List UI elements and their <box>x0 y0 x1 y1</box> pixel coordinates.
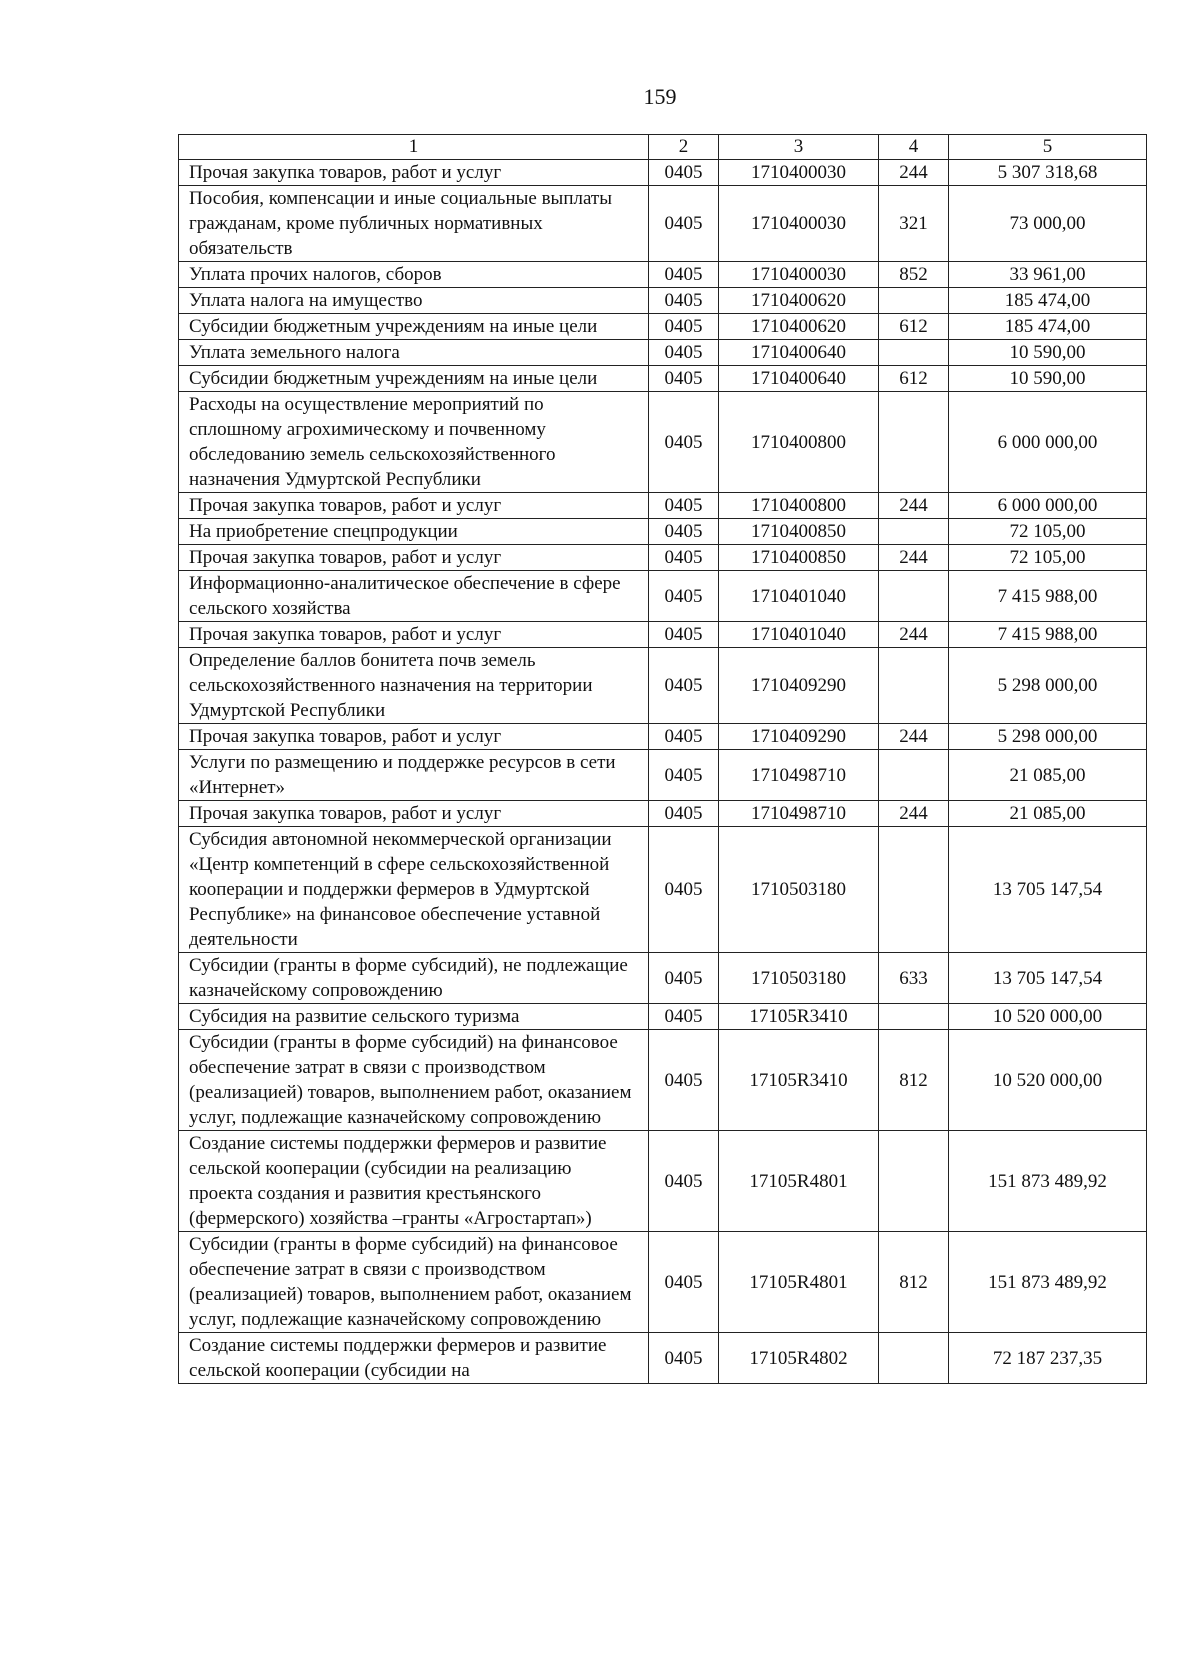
amount-cell: 10 520 000,00 <box>949 1004 1147 1030</box>
target-article-cell: 17105R3410 <box>719 1030 879 1131</box>
table-row <box>179 724 1147 750</box>
table-row <box>179 314 1147 340</box>
section-code-cell: 0405 <box>649 545 719 571</box>
expense-type-cell: 244 <box>879 493 949 519</box>
section-code-cell: 0405 <box>649 571 719 622</box>
table-row <box>179 340 1147 366</box>
amount-cell: 7 415 988,00 <box>949 571 1147 622</box>
table-row <box>179 519 1147 545</box>
table-row <box>179 571 1147 622</box>
expense-type-cell: 244 <box>879 622 949 648</box>
amount-cell: 6 000 000,00 <box>949 493 1147 519</box>
target-article-cell: 17105R3410 <box>719 1004 879 1030</box>
expense-type-cell <box>879 1131 949 1232</box>
section-code-cell: 0405 <box>649 801 719 827</box>
section-code-cell: 0405 <box>649 1030 719 1131</box>
table-row <box>179 827 1147 953</box>
row-name-cell: На приобретение спецпродукции <box>179 519 649 545</box>
section-code-cell: 0405 <box>649 186 719 262</box>
row-name-cell: Создание системы поддержки фермеров и развитие сельской кооперации (субсидии на <box>179 1333 649 1384</box>
target-article-cell: 1710400640 <box>719 340 879 366</box>
target-article-cell: 1710400030 <box>719 186 879 262</box>
section-code-cell: 0405 <box>649 750 719 801</box>
expense-type-cell <box>879 750 949 801</box>
expense-type-cell: 612 <box>879 314 949 340</box>
amount-cell: 21 085,00 <box>949 801 1147 827</box>
amount-cell: 73 000,00 <box>949 186 1147 262</box>
target-article-cell: 17105R4801 <box>719 1131 879 1232</box>
target-article-cell: 1710503180 <box>719 827 879 953</box>
budget-table <box>178 134 1147 1384</box>
target-article-cell: 17105R4801 <box>719 1232 879 1333</box>
amount-cell: 10 590,00 <box>949 366 1147 392</box>
target-article-cell: 1710503180 <box>719 953 879 1004</box>
expense-type-cell <box>879 1004 949 1030</box>
table-row <box>179 1232 1147 1333</box>
amount-cell: 185 474,00 <box>949 288 1147 314</box>
table-row <box>179 366 1147 392</box>
target-article-cell: 1710400030 <box>719 262 879 288</box>
table-row <box>179 1333 1147 1384</box>
amount-cell: 33 961,00 <box>949 262 1147 288</box>
target-article-cell: 1710400620 <box>719 288 879 314</box>
amount-cell: 10 520 000,00 <box>949 1030 1147 1131</box>
row-name-cell: Прочая закупка товаров, работ и услуг <box>179 493 649 519</box>
target-article-cell: 17105R4802 <box>719 1333 879 1384</box>
column-header-1: 1 <box>179 135 649 160</box>
section-code-cell: 0405 <box>649 827 719 953</box>
expense-type-cell: 244 <box>879 545 949 571</box>
table-body <box>179 160 1147 1384</box>
row-name-cell: Субсидия на развитие сельского туризма <box>179 1004 649 1030</box>
target-article-cell: 1710498710 <box>719 750 879 801</box>
section-code-cell: 0405 <box>649 953 719 1004</box>
row-name-cell: Прочая закупка товаров, работ и услуг <box>179 545 649 571</box>
row-name-cell: Субсидия автономной некоммерческой организации «Центр компетенций в сфере сельскохозяйственной кооперации и поддержки фермеров в Удмуртской Республике» на финансовое обеспечение уставной деятельности <box>179 827 649 953</box>
row-name-cell: Уплата прочих налогов, сборов <box>179 262 649 288</box>
target-article-cell: 1710498710 <box>719 801 879 827</box>
section-code-cell: 0405 <box>649 262 719 288</box>
row-name-cell: Уплата земельного налога <box>179 340 649 366</box>
amount-cell: 185 474,00 <box>949 314 1147 340</box>
expense-type-cell <box>879 571 949 622</box>
expense-type-cell: 612 <box>879 366 949 392</box>
section-code-cell: 0405 <box>649 724 719 750</box>
section-code-cell: 0405 <box>649 288 719 314</box>
table-row <box>179 1004 1147 1030</box>
table-row <box>179 392 1147 493</box>
page-number: 159 <box>643 84 677 109</box>
target-article-cell: 1710400800 <box>719 392 879 493</box>
amount-cell: 21 085,00 <box>949 750 1147 801</box>
column-header-2: 2 <box>649 135 719 160</box>
amount-cell: 5 298 000,00 <box>949 648 1147 724</box>
row-name-cell: Пособия, компенсации и иные социальные выплаты гражданам, кроме публичных нормативных обязательств <box>179 186 649 262</box>
amount-cell: 72 187 237,35 <box>949 1333 1147 1384</box>
target-article-cell: 1710400800 <box>719 493 879 519</box>
target-article-cell: 1710400640 <box>719 366 879 392</box>
row-name-cell: Уплата налога на имущество <box>179 288 649 314</box>
row-name-cell: Прочая закупка товаров, работ и услуг <box>179 724 649 750</box>
target-article-cell: 1710401040 <box>719 571 879 622</box>
amount-cell: 72 105,00 <box>949 519 1147 545</box>
section-code-cell: 0405 <box>649 493 719 519</box>
amount-cell: 10 590,00 <box>949 340 1147 366</box>
table-row <box>179 288 1147 314</box>
section-code-cell: 0405 <box>649 1131 719 1232</box>
table-row <box>179 1030 1147 1131</box>
section-code-cell: 0405 <box>649 1232 719 1333</box>
expense-type-cell: 244 <box>879 724 949 750</box>
expense-type-cell: 244 <box>879 801 949 827</box>
amount-cell: 5 307 318,68 <box>949 160 1147 186</box>
table-row <box>179 953 1147 1004</box>
section-code-cell: 0405 <box>649 366 719 392</box>
row-name-cell: Прочая закупка товаров, работ и услуг <box>179 622 649 648</box>
row-name-cell: Определение баллов бонитета почв земель сельскохозяйственного назначения на территории Удмуртской Республики <box>179 648 649 724</box>
amount-cell: 6 000 000,00 <box>949 392 1147 493</box>
expense-type-cell <box>879 392 949 493</box>
section-code-cell: 0405 <box>649 340 719 366</box>
expense-type-cell: 244 <box>879 160 949 186</box>
row-name-cell: Создание системы поддержки фермеров и развитие сельской кооперации (субсидии на реализацию проекта создания и развития крестьянского (фермерского) хозяйства –гранты «Агростартап») <box>179 1131 649 1232</box>
row-name-cell: Прочая закупка товаров, работ и услуг <box>179 160 649 186</box>
section-code-cell: 0405 <box>649 392 719 493</box>
row-name-cell: Информационно-аналитическое обеспечение в сфере сельского хозяйства <box>179 571 649 622</box>
target-article-cell: 1710401040 <box>719 622 879 648</box>
expense-type-cell: 852 <box>879 262 949 288</box>
expense-type-cell <box>879 519 949 545</box>
table-row <box>179 1131 1147 1232</box>
table-row <box>179 160 1147 186</box>
row-name-cell: Прочая закупка товаров, работ и услуг <box>179 801 649 827</box>
section-code-cell: 0405 <box>649 1333 719 1384</box>
target-article-cell: 1710409290 <box>719 724 879 750</box>
amount-cell: 151 873 489,92 <box>949 1131 1147 1232</box>
expense-type-cell: 812 <box>879 1030 949 1131</box>
row-name-cell: Субсидии бюджетным учреждениям на иные цели <box>179 366 649 392</box>
table-row <box>179 186 1147 262</box>
row-name-cell: Субсидии (гранты в форме субсидий) на финансовое обеспечение затрат в связи с производством (реализацией) товаров, выполнением работ, оказанием услуг, подлежащие казначейскому сопровождению <box>179 1030 649 1131</box>
table-row <box>179 622 1147 648</box>
table-row <box>179 262 1147 288</box>
amount-cell: 13 705 147,54 <box>949 827 1147 953</box>
column-header-4: 4 <box>879 135 949 160</box>
expense-type-cell: 321 <box>879 186 949 262</box>
row-name-cell: Услуги по размещению и поддержке ресурсов в сети «Интернет» <box>179 750 649 801</box>
expense-type-cell <box>879 288 949 314</box>
target-article-cell: 1710400030 <box>719 160 879 186</box>
table-row <box>179 545 1147 571</box>
expense-type-cell <box>879 340 949 366</box>
expense-type-cell: 812 <box>879 1232 949 1333</box>
target-article-cell: 1710400850 <box>719 519 879 545</box>
header-row <box>179 135 1147 160</box>
section-code-cell: 0405 <box>649 314 719 340</box>
row-name-cell: Субсидии (гранты в форме субсидий) на финансовое обеспечение затрат в связи с производством (реализацией) товаров, выполнением работ, оказанием услуг, подлежащие казначейскому сопровождению <box>179 1232 649 1333</box>
expense-type-cell <box>879 827 949 953</box>
amount-cell: 72 105,00 <box>949 545 1147 571</box>
expense-type-cell <box>879 1333 949 1384</box>
amount-cell: 151 873 489,92 <box>949 1232 1147 1333</box>
row-name-cell: Субсидии (гранты в форме субсидий), не подлежащие казначейскому сопровождению <box>179 953 649 1004</box>
section-code-cell: 0405 <box>649 519 719 545</box>
amount-cell: 5 298 000,00 <box>949 724 1147 750</box>
column-header-5: 5 <box>949 135 1147 160</box>
amount-cell: 7 415 988,00 <box>949 622 1147 648</box>
table-row <box>179 750 1147 801</box>
row-name-cell: Субсидии бюджетным учреждениям на иные цели <box>179 314 649 340</box>
table-row <box>179 648 1147 724</box>
section-code-cell: 0405 <box>649 648 719 724</box>
table-row <box>179 801 1147 827</box>
section-code-cell: 0405 <box>649 622 719 648</box>
column-header-3: 3 <box>719 135 879 160</box>
amount-cell: 13 705 147,54 <box>949 953 1147 1004</box>
expense-type-cell <box>879 648 949 724</box>
target-article-cell: 1710400850 <box>719 545 879 571</box>
target-article-cell: 1710400620 <box>719 314 879 340</box>
target-article-cell: 1710409290 <box>719 648 879 724</box>
expense-type-cell: 633 <box>879 953 949 1004</box>
table-row <box>179 493 1147 519</box>
row-name-cell: Расходы на осуществление мероприятий по сплошному агрохимическому и почвенному обследованию земель сельскохозяйственного назначения Удмуртской Республики <box>179 392 649 493</box>
section-code-cell: 0405 <box>649 160 719 186</box>
section-code-cell: 0405 <box>649 1004 719 1030</box>
